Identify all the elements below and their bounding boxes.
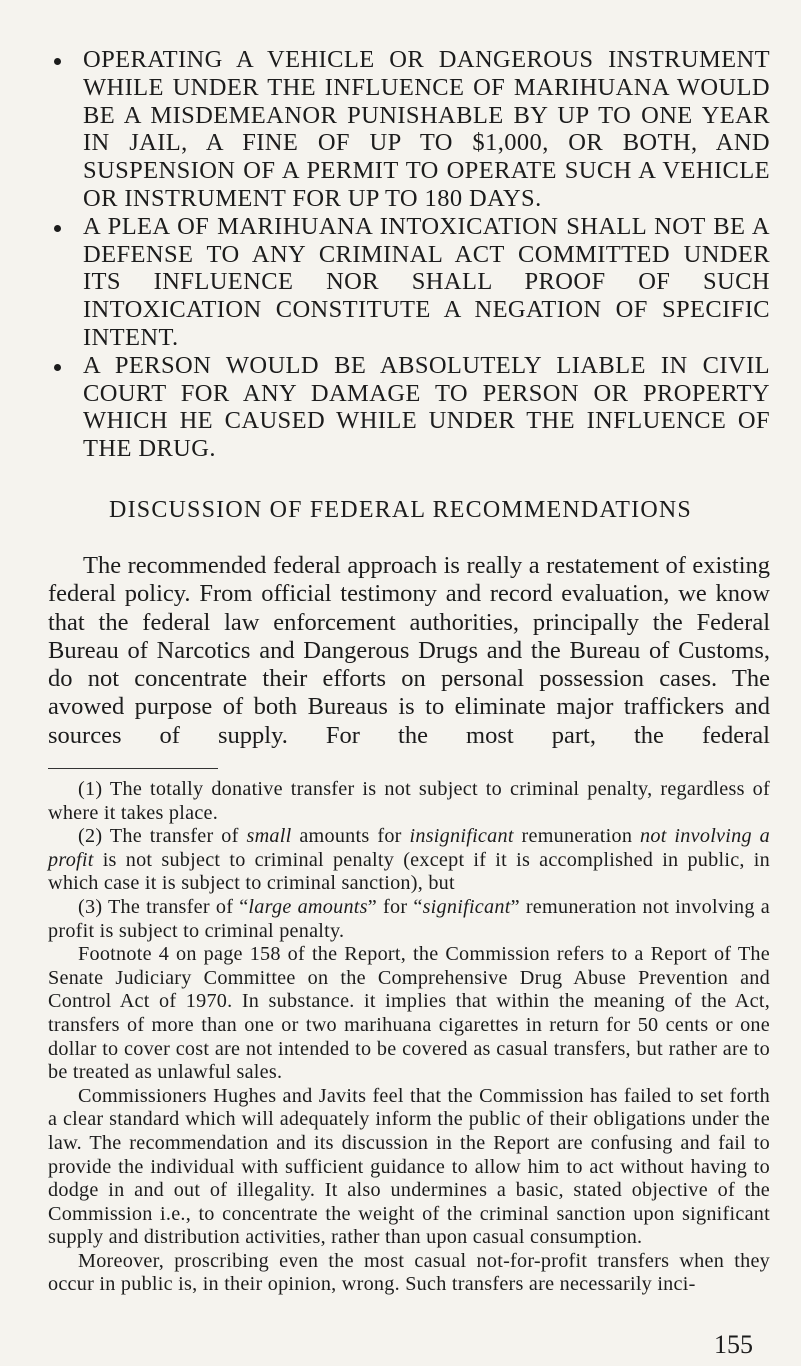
- bullet-item: [48, 352, 770, 463]
- footnote-divider: [48, 768, 218, 769]
- footnote-text: ” for “: [367, 895, 423, 918]
- footnote-paragraph-commissioners: Commissioners Hughes and Javits feel that the Commission has failed to set forth a clear standard which will adequately inform the public of their obligations under the law. The recommendation and its discussion in the Report are confusing and fail to provide the individual with sufficient guidance to allow him to act without having to dodge in and out of illegality. It also undermines a basic, stated objective of the Commission i.e., to concentrate the weight of the criminal sanction upon significant supply and distribution activities, rather than upon casual consumption.: [48, 1084, 770, 1249]
- footnote-emphasis: not involving a profit: [48, 825, 771, 871]
- bullet-dot-icon: [54, 364, 61, 371]
- footnote-item-3: [48, 896, 770, 943]
- bullet-text: A PLEA OF MARIHUANA INTOXICATION SHALL NOT BE A DEFENSE TO ANY CRIMINAL ACT COMMITTED UNDER ITS INFLUENCE NOR SHALL PROOF OF SUCH INTOXICATION CONSTITUTE A NEGATION OF SPECIFIC INTENT.: [83, 212, 770, 351]
- footnote-paragraph-moreover: Moreover, proscribing even the most casual not-for-profit transfers when they occur in public is, in their opinion, wrong. Such transfers are necessarily inci-: [48, 1249, 770, 1296]
- bullet-list: [48, 46, 770, 463]
- footnotes: [48, 778, 770, 1297]
- footnote-emphasis: large amounts: [248, 895, 368, 918]
- bullet-item: [48, 46, 770, 213]
- page-number: 155: [714, 1330, 753, 1359]
- footnote-item-1: (1) The totally donative transfer is not subject to criminal penalty, regardless of where it takes place.: [48, 778, 770, 824]
- footnote-text: is not subject to criminal penalty (except if it is accomplished in public, in which case it is subject to criminal sanction), but: [48, 848, 770, 895]
- bullet-dot-icon: [54, 225, 61, 232]
- bullet-text: OPERATING A VEHICLE OR DANGEROUS INSTRUMENT WHILE UNDER THE INFLUENCE OF MARIHUANA WOULD BE A MISDEMEANOR PUNISHABLE BY UP TO ONE YEAR IN JAIL, A FINE OF UP TO $1,000, OR BOTH, AND SUSPENSION OF A PERMIT TO OPERATE SUCH A VEHICLE OR INSTRUMENT FOR UP TO 180 DAYS.: [83, 46, 770, 212]
- footnote-text: (3) The transfer of “: [78, 895, 249, 918]
- footnote-text: ” remuneration not involving a profit is subject to criminal penalty.: [48, 895, 770, 942]
- bullet-item: [48, 213, 770, 352]
- bullet-dot-icon: [54, 58, 61, 65]
- footnote-text: remuneration: [513, 825, 641, 848]
- footnote-emphasis: insignificant: [409, 825, 514, 848]
- footnote-paragraph-report: Footnote 4 on page 158 of the Report, the Commission refers to a Report of The Senate Judiciary Committee on the Comprehensive Drug Abuse Prevention and Control Act of 1970. In substance. it implies that within the meaning of the Act, transfers of more than one or two marihuana cigarettes in return for 50 cents or one dollar to cover cost are not intended to be covered as casual transfers, but rather are to be treated as unlawful sales.: [48, 943, 770, 1084]
- footnote-text: amounts for: [291, 825, 410, 848]
- footnote-item-2: [48, 825, 770, 896]
- section-heading: DISCUSSION OF FEDERAL RECOMMENDATIONS: [109, 497, 692, 523]
- bullet-text: A PERSON WOULD BE ABSOLUTELY LIABLE IN CIVIL COURT FOR ANY DAMAGE TO PERSON OR PROPERTY WHICH HE CAUSED WHILE UNDER THE INFLUENCE OF THE DRUG.: [83, 351, 770, 463]
- footnote-emphasis: small: [246, 825, 292, 848]
- body-paragraph: The recommended federal approach is really a restatement of existing federal policy. From official testimony and record evaluation, we know that the federal law enforcement authorities, principally the Federal Bureau of Narcotics and Dangerous Drugs and the Bureau of Customs, do not concentrate their efforts on personal possession cases. The avowed purpose of both Bureaus is to eliminate major traffickers and sources of supply. For the most part, the federal: [48, 552, 770, 749]
- footnote-text: (2) The transfer of: [78, 825, 247, 848]
- footnote-emphasis: significant: [422, 895, 511, 918]
